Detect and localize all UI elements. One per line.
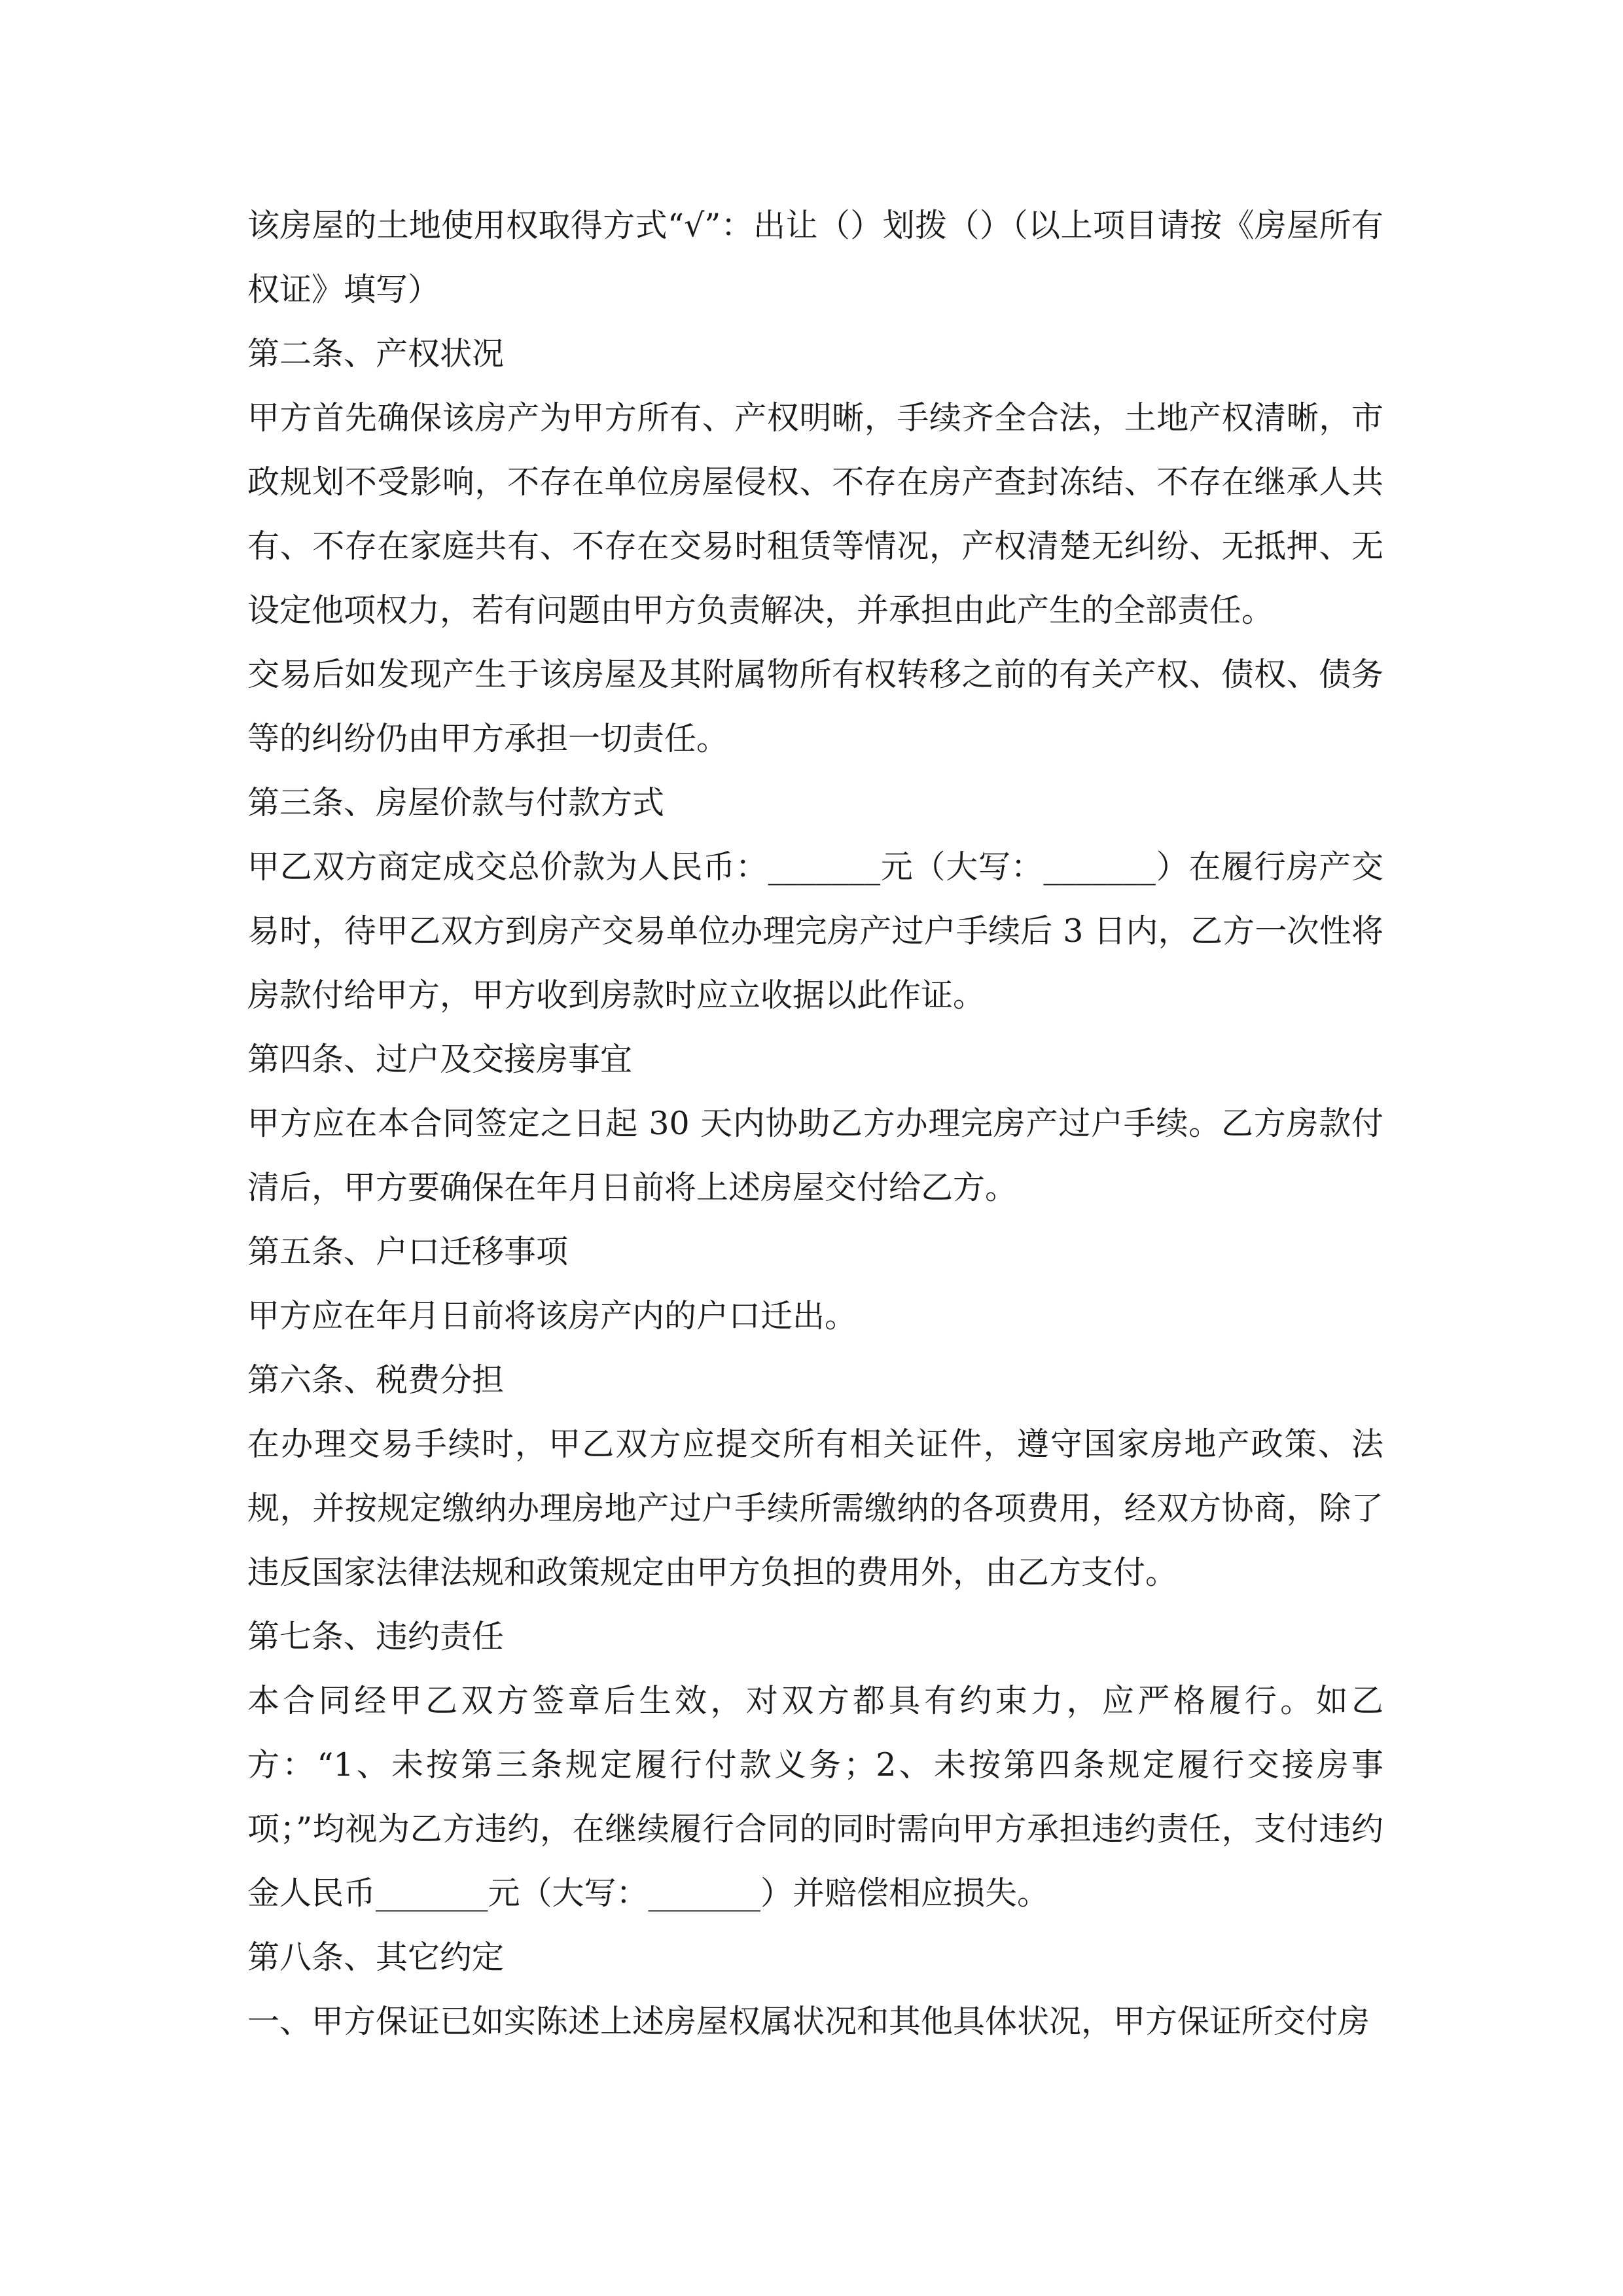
body-paragraph: 本合同经甲乙双方签章后生效，对双方都具有约束力，应严格履行。如乙方：“1、未按第三条规定履行付款义务；2、未按第四条规定履行交接房事项；”均视为乙方违约，在继续履行合同的同时需向甲方承担违约责任，支付违约金人民币_______元（大写：_______）并赔偿相应损失。	[247, 1682, 1383, 1912]
body-paragraph: 交易后如发现产生于该房屋及其附属物所有权转移之前的有关产权、债权、债务等的纠纷仍由甲方承担一切责任。	[247, 656, 1383, 757]
section-heading: 第八条、其它约定	[247, 1939, 505, 1976]
section-heading: 第七条、违约责任	[247, 1618, 505, 1655]
body-paragraph: 该房屋的土地使用权取得方式“√”：出让（）划拨（）（以上项目请按《房屋所有权证》填写）	[247, 207, 1383, 308]
section-heading: 第五条、户口迁移事项	[247, 1233, 569, 1270]
body-paragraph: 一、甲方保证已如实陈述上述房屋权属状况和其他具体状况，甲方保证所交付房	[247, 2003, 1370, 2040]
section-heading: 第三条、房屋价款与付款方式	[247, 784, 665, 821]
body-paragraph: 甲乙双方商定成交总价款为人民币：_______元（大写：_______）在履行房产交易时，待甲乙双方到房产交易单位办理完房产过户手续后 3 日内，乙方一次性将房款付给甲方，甲方收到房款时应立收据以此作证。	[247, 848, 1383, 1014]
body-paragraph: 甲方应在年月日前将该房产内的户口迁出。	[247, 1297, 857, 1335]
document-body	[247, 194, 1383, 2054]
body-paragraph: 甲方首先确保该房产为甲方所有、产权明晰，手续齐全合法，土地产权清晰，市政规划不受影响，不存在单位房屋侵权、不存在房产查封冻结、不存在继承人共有、不存在家庭共有、不存在交易时租赁等情况，产权清楚无纠纷、无抵押、无设定他项权力，若有问题由甲方负责解决，并承担由此产生的全部责任。	[247, 399, 1383, 629]
section-heading: 第六条、税费分担	[247, 1361, 505, 1399]
body-paragraph: 甲方应在本合同签定之日起 30 天内协助乙方办理完房产过户手续。乙方房款付清后，甲方要确保在年月日前将上述房屋交付给乙方。	[247, 1105, 1383, 1206]
body-paragraph: 在办理交易手续时，甲乙双方应提交所有相关证件，遵守国家房地产政策、法规，并按规定缴纳办理房地产过户手续所需缴纳的各项费用，经双方协商，除了违反国家法律法规和政策规定由甲方负担的费用外，由乙方支付。	[247, 1426, 1383, 1591]
section-heading: 第四条、过户及交接房事宜	[247, 1041, 633, 1078]
section-heading: 第二条、产权状况	[247, 335, 505, 372]
